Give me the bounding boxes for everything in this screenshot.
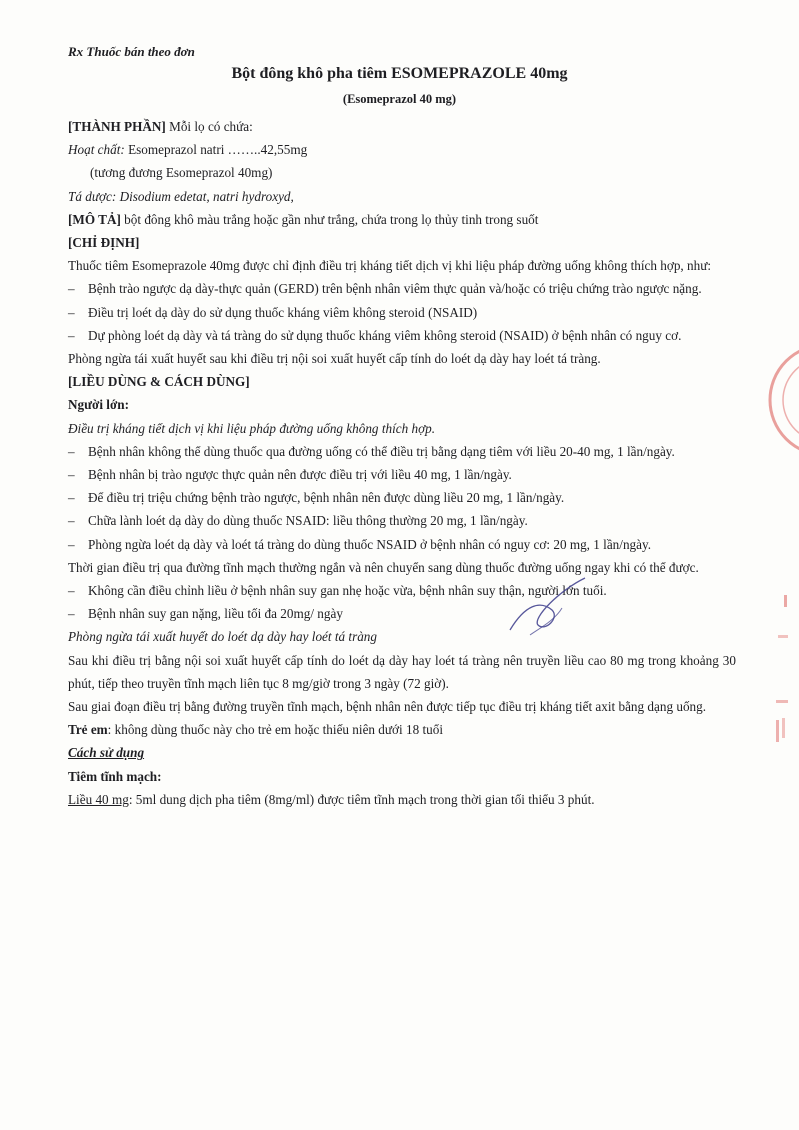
list-item: – Không cần điều chỉnh liều ở bệnh nhân suy gan nhẹ hoặc vừa, bệnh nhân suy thận, người lớn tuổi.	[68, 583, 607, 599]
indication-item-2: Điều trị loét dạ dày do sử dụng thuốc kháng viêm không steroid (NSAID)	[88, 304, 478, 320]
duration-text: Thời gian điều trị qua đường tĩnh mạch thường ngắn và nên chuyển sang dùng thuốc đường uống ngay khi có thể được.	[68, 559, 699, 575]
children-label: Trẻ em	[68, 722, 108, 738]
iv-dose-line	[68, 788, 736, 811]
dosage-item-1: Bệnh nhân không thể dùng thuốc qua đường uống có thể điều trị bằng dạng tiêm với liều 20-40 mg, 1 lần/ngày.	[88, 443, 675, 459]
active-ingredient-line	[68, 138, 736, 161]
list-item: – Dự phòng loét dạ dày và tá tràng do sử dụng thuốc kháng viêm không steroid (NSAID) ở bệnh nhân có nguy cơ.	[68, 327, 682, 343]
seal-stamp-icon	[765, 320, 799, 480]
list-item: – Bệnh nhân không thể dùng thuốc qua đường uống có thể điều trị bằng dạng tiêm với liều 20-40 mg, 1 lần/ngày.	[68, 443, 675, 459]
equivalent-line: (tương đương Esomeprazol 40mg)	[90, 165, 273, 181]
rebleed-heading: Phòng ngừa tái xuất huyết do loét dạ dày hay loét tá tràng	[68, 629, 377, 645]
rx-label: Rx Thuốc bán theo đơn	[68, 44, 195, 59]
description-text: bột đông khô màu trắng hoặc gần như trắng, chứa trong lọ thủy tinh trong suốt	[120, 211, 539, 227]
dosage-item-7: Bệnh nhân suy gan nặng, liều tối đa 20mg/ ngày	[88, 606, 343, 622]
active-value: Esomeprazol natri ……..42,55mg	[124, 142, 308, 158]
indications-outro: Phòng ngừa tái xuất huyết sau khi điều trị nội soi xuất huyết cấp tính do loét dạ dày hay loét tá tràng.	[68, 351, 601, 367]
document-subtitle: (Esomeprazol 40 mg)	[342, 92, 457, 106]
list-item: – Bệnh nhân suy gan nặng, liều tối đa 20mg/ ngày	[68, 606, 343, 622]
list-item: – Phòng ngừa loét dạ dày và loét tá tràng do dùng thuốc NSAID ở bệnh nhân có nguy cơ: 20 mg, 1 lần/ngày.	[68, 536, 652, 552]
children-text: : không dùng thuốc này cho trẻ em hoặc thiếu niên dưới 18 tuổi	[107, 722, 443, 738]
list-item: – Bệnh nhân bị trào ngược thực quản nên được điều trị với liều 40 mg, 1 lần/ngày.	[68, 467, 512, 483]
document-title: Bột đông khô pha tiêm ESOMEPRAZOLE 40mg	[231, 65, 568, 82]
margin-stamp-marks-icon	[770, 590, 795, 750]
iv-heading: Tiêm tĩnh mạch:	[68, 768, 162, 784]
composition-intro: Mỗi lọ có chứa:	[165, 119, 253, 134]
list-item: – Để điều trị triệu chứng bệnh trào ngược, bệnh nhân nên được dùng liều 20 mg, 1 lần/ngày.	[68, 490, 565, 506]
dosage-item-5: Phòng ngừa loét dạ dày và loét tá tràng do dùng thuốc NSAID ở bệnh nhân có nguy cơ: 20 mg, 1 lần/ngày.	[88, 536, 652, 552]
document-body	[68, 115, 736, 811]
list-item: – Điều trị loét dạ dày do sử dụng thuốc kháng viêm không steroid (NSAID)	[68, 304, 478, 320]
description-heading: [MÔ TẢ]	[68, 211, 121, 227]
iv-dose-label: Liều 40 mg	[68, 791, 129, 807]
indications-heading: [CHỈ ĐỊNH]	[68, 235, 140, 251]
children-line	[68, 718, 736, 741]
usage-heading: Cách sử dụng	[68, 745, 145, 761]
active-label: Hoạt chất:	[68, 142, 125, 158]
list-item: – Chữa lành loét dạ dày do dùng thuốc NSAID: liều thông thường 20 mg, 1 lần/ngày.	[68, 513, 528, 529]
indication-item-1: Bệnh trào ngược dạ dày-thực quản (GERD) trên bệnh nhân viêm thực quản và/hoặc có triệu chứng trào ngược nặng.	[88, 281, 702, 297]
indications-intro: Thuốc tiêm Esomeprazole 40mg được chỉ định điều trị kháng tiết dịch vị khi liệu pháp đường uống không thích hợp, như:	[68, 258, 712, 274]
description-line	[68, 208, 736, 231]
excipients-line: Tá dược: Disodium edetat, natri hydroxyd,	[68, 188, 294, 204]
list-item: – Bệnh trào ngược dạ dày-thực quản (GERD) trên bệnh nhân viêm thực quản và/hoặc có triệu chứng trào ngược nặng.	[68, 281, 702, 297]
signature-scribble-icon	[500, 570, 590, 650]
dosage-item-4: Chữa lành loét dạ dày do dùng thuốc NSAID: liều thông thường 20 mg, 1 lần/ngày.	[88, 513, 528, 529]
adults-note: Điều trị kháng tiết dịch vị khi liệu pháp đường uống không thích hợp.	[68, 420, 436, 436]
indication-item-3: Dự phòng loét dạ dày và tá tràng do sử dụng thuốc kháng viêm không steroid (NSAID) ở bệnh nhân có nguy cơ.	[88, 327, 682, 343]
dosage-item-2: Bệnh nhân bị trào ngược thực quản nên được điều trị với liều 40 mg, 1 lần/ngày.	[88, 467, 512, 483]
dosage-item-3: Để điều trị triệu chứng bệnh trào ngược, bệnh nhân nên được dùng liều 20 mg, 1 lần/ngày.	[88, 490, 565, 506]
composition-line	[68, 115, 736, 138]
composition-heading: [THÀNH PHẦN]	[68, 119, 166, 134]
dosage-item-6: Không cần điều chỉnh liều ở bệnh nhân suy gan nhẹ hoặc vừa, bệnh nhân suy thận, người lớn tuổi.	[88, 583, 607, 599]
iv-dose-text: : 5ml dung dịch pha tiêm (8mg/ml) được tiêm tĩnh mạch trong thời gian tối thiểu 3 phút.	[128, 791, 595, 807]
dosage-heading: [LIỀU DÙNG & CÁCH DÙNG]	[68, 374, 250, 390]
adults-heading: Người lớn:	[68, 397, 129, 413]
rebleed-text-2: Sau giai đoạn điều trị bằng đường truyền tĩnh mạch, bệnh nhân nên được tiếp tục điều trị kháng tiết axit bằng dạng uống.	[68, 699, 707, 715]
rebleed-text-1: Sau khi điều trị bằng nội soi xuất huyết cấp tính do loét dạ dày hay loét tá tràng nên truyền liều cao 80 mg trong khoảng 30 phút, tiếp theo truyền tĩnh mạch liên tục 8 mg/giờ trong 3 ngày (72 giờ).	[68, 652, 736, 691]
